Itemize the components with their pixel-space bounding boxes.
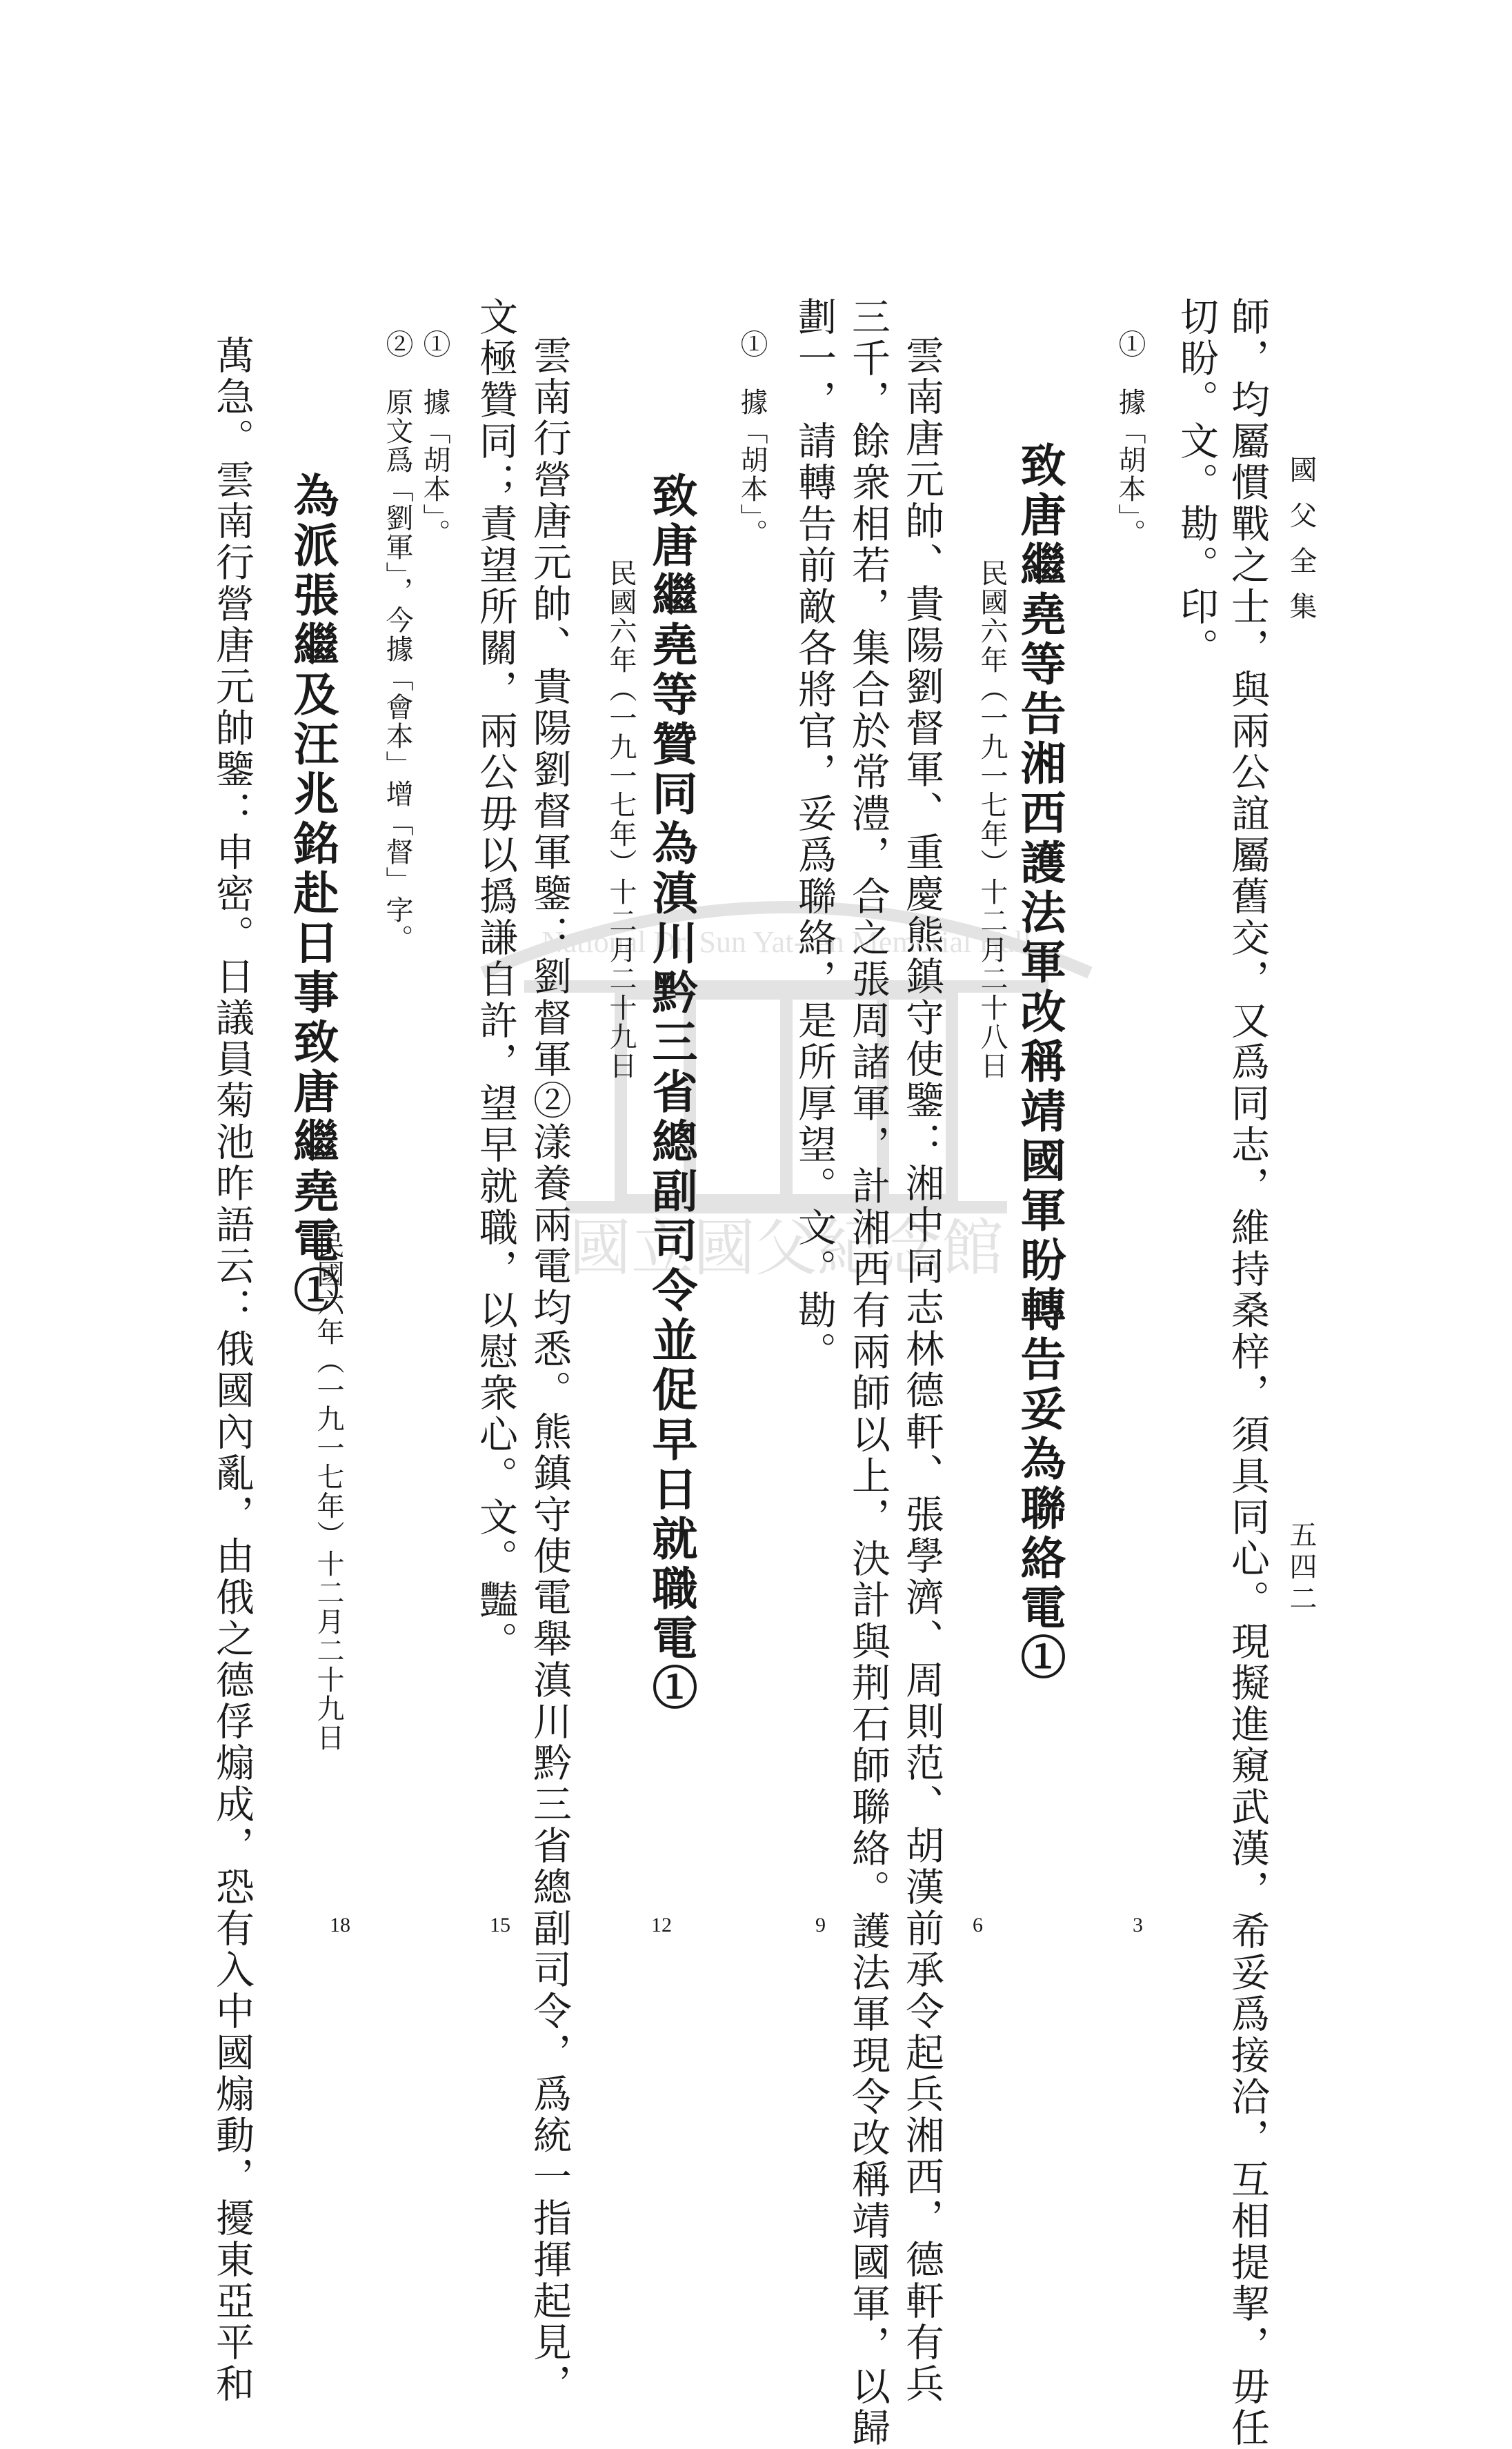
text-column: 雲南行營唐元帥、貴陽劉督軍鑒：劉督軍②漾養兩電均悉。熊鎮守使電舉滇川黔三省總副司令，爲統一指揮起見， — [527, 335, 572, 2405]
text-column: 師，均屬慣戰之士，與兩公誼屬舊交，又爲同志，維持桑梓，須具同心。現擬進窺武漢，希妥爲接洽，互相提挈，毋任 — [1225, 297, 1270, 2449]
page-number: 五四二 — [1285, 1520, 1317, 1616]
watermark-text: 國立國父紀念館 — [569, 1212, 1004, 1285]
line-number: 3 — [1133, 1914, 1143, 1936]
text-column: 雲南唐元帥、貴陽劉督軍、重慶熊鎮守使鑒：湘中同志林德軒、張學濟、周則范、胡漢前承令起兵湘西，德軒有兵 — [899, 335, 944, 2405]
footnote: ① 據「胡本」。 — [419, 330, 450, 548]
text-column: 萬急。雲南行營唐元帥鑒：申密。日議員菊池昨語云：俄國內亂，由俄之德俘煽成，恐有入中國煽動，擾東亞平和 — [210, 335, 255, 2405]
line-number: 18 — [330, 1914, 350, 1936]
text-column: 劃一，請轉告前敵各將官，妥爲聯絡，是所厚望。文。勘。 — [792, 297, 837, 1373]
section-title: 為派張繼及汪兆銘赴日事致唐繼堯電① — [286, 472, 339, 1316]
text-column: 三千，餘衆相若，集合於常澧，合之張周諸軍，計湘西有兩師以上，決計與荆石師聯絡。護法軍現令改稱靖國軍，以歸 — [846, 297, 891, 2449]
text-column: 切盼。文。勘。印。 — [1174, 297, 1219, 669]
book-title: 國父全集 — [1285, 455, 1317, 637]
line-number: 12 — [651, 1914, 672, 1936]
section-date: 民國六年（一九一七年）十二月二十九日 — [312, 1231, 344, 1752]
line-number: 15 — [490, 1914, 510, 1936]
line-number: 9 — [815, 1914, 826, 1936]
text-column: 文極贊同；責望所關，兩公毋以撝謙自許，望早就職，以慰衆心。文。豔。 — [473, 297, 518, 1663]
section-title: 致唐繼堯等贊同為滇川黔三省總副司令並促早日就職電① — [644, 472, 698, 1714]
watermark-overlay-text: National Dr. Sun Yat-sen Memorial Hall — [541, 925, 1032, 959]
footnote: ① 據「胡本」。 — [736, 330, 768, 548]
line-number: 6 — [973, 1914, 983, 1936]
section-date: 民國六年（一九一七年）十二月二十九日 — [605, 559, 637, 1080]
footnote: ① 據「胡本」。 — [1114, 330, 1146, 548]
footnote: ② 原文爲「劉軍」，今據「會本」增「督」字。 — [381, 330, 413, 953]
section-title: 致唐繼堯等告湘西護法軍改稱靖國軍盼轉告妥為聯絡電① — [1013, 442, 1066, 1683]
section-date: 民國六年（一九一七年）十二月二十八日 — [976, 559, 1008, 1080]
